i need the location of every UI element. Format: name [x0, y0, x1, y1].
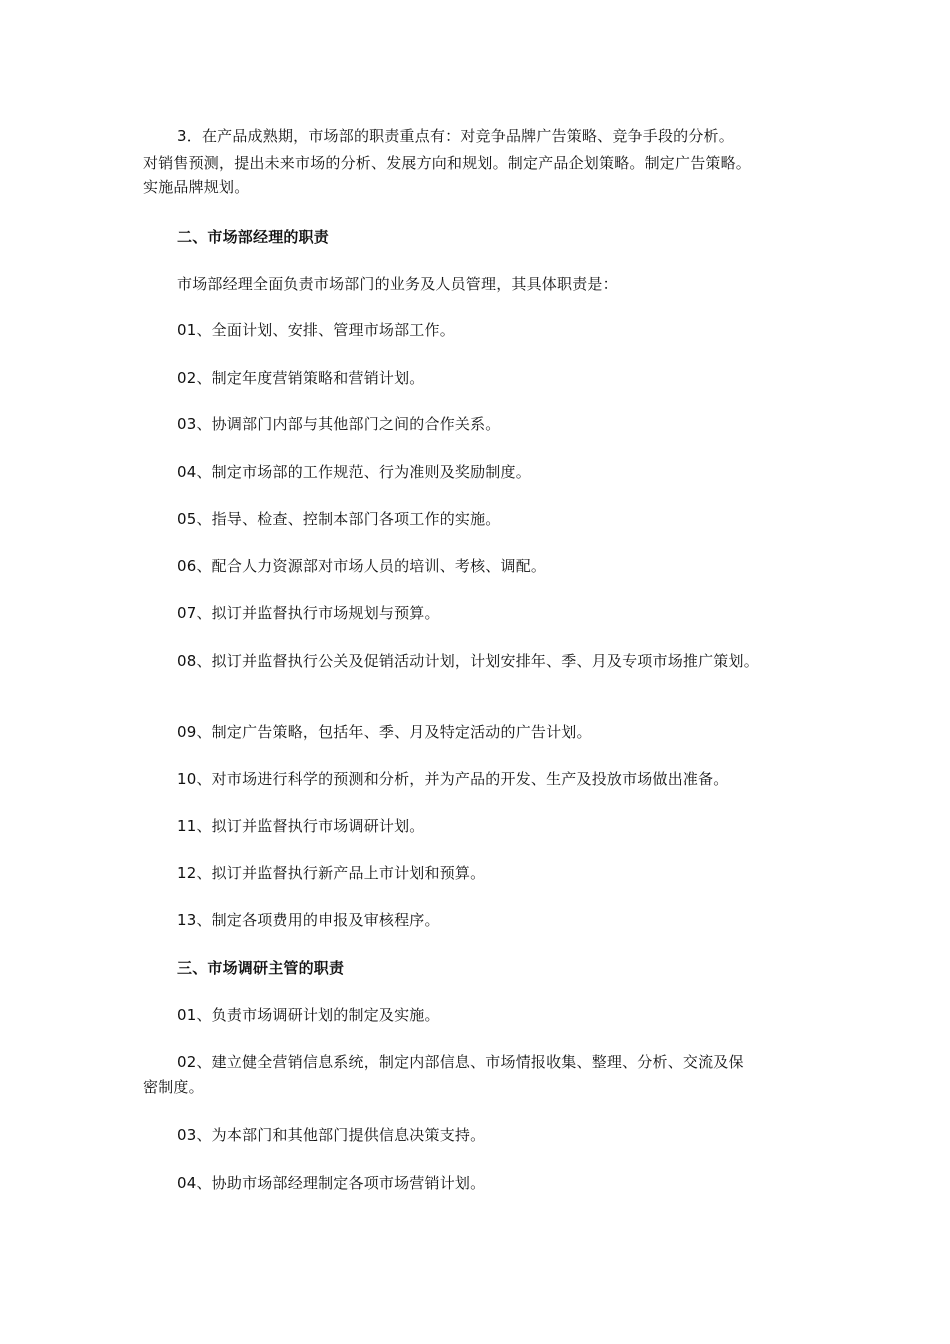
list-item: 08、拟订并监督执行公关及促销活动计划，计划安排年、季、月及专项市场推广策划。 [177, 652, 759, 670]
list-item: 05、指导、检查、控制本部门各项工作的实施。 [177, 510, 501, 528]
intro-line-3: 实施品牌规划。 [143, 178, 250, 196]
list-item: 12、拟订并监督执行新产品上市计划和预算。 [177, 864, 486, 882]
intro-line-2: 对销售预测，提出未来市场的分析、发展方向和规划。制定产品企划策略。制定广告策略。 [143, 154, 752, 172]
list-item: 13、制定各项费用的申报及审核程序。 [177, 911, 440, 929]
list-item: 03、为本部门和其他部门提供信息决策支持。 [177, 1126, 486, 1144]
list-item: 03、协调部门内部与其他部门之间的合作关系。 [177, 415, 501, 433]
list-item: 01、全面计划、安排、管理市场部工作。 [177, 321, 455, 339]
list-item: 02、建立健全营销信息系统，制定内部信息、市场情报收集、整理、分析、交流及保 [177, 1053, 744, 1071]
list-item: 04、协助市场部经理制定各项市场营销计划。 [177, 1174, 486, 1192]
list-item: 10、对市场进行科学的预测和分析，并为产品的开发、生产及投放市场做出准备。 [177, 770, 729, 788]
list-item: 01、负责市场调研计划的制定及实施。 [177, 1006, 440, 1024]
section-heading-research: 三、市场调研主管的职责 [177, 959, 345, 977]
list-item: 07、拟订并监督执行市场规划与预算。 [177, 604, 440, 622]
list-item: 02、制定年度营销策略和营销计划。 [177, 369, 425, 387]
intro-line-1: 3．在产品成熟期，市场部的职责重点有：对竞争品牌广告策略、竞争手段的分析。 [177, 127, 734, 145]
list-item-continuation: 密制度。 [143, 1078, 204, 1096]
section-lead-paragraph: 市场部经理全面负责市场部门的业务及人员管理，其具体职责是： [177, 275, 618, 293]
list-item: 11、拟订并监督执行市场调研计划。 [177, 817, 425, 835]
list-item: 06、配合人力资源部对市场人员的培训、考核、调配。 [177, 557, 547, 575]
section-heading-manager: 二、市场部经理的职责 [177, 228, 330, 246]
list-item: 09、制定广告策略，包括年、季、月及特定活动的广告计划。 [177, 723, 592, 741]
list-item: 04、制定市场部的工作规范、行为准则及奖励制度。 [177, 463, 531, 481]
